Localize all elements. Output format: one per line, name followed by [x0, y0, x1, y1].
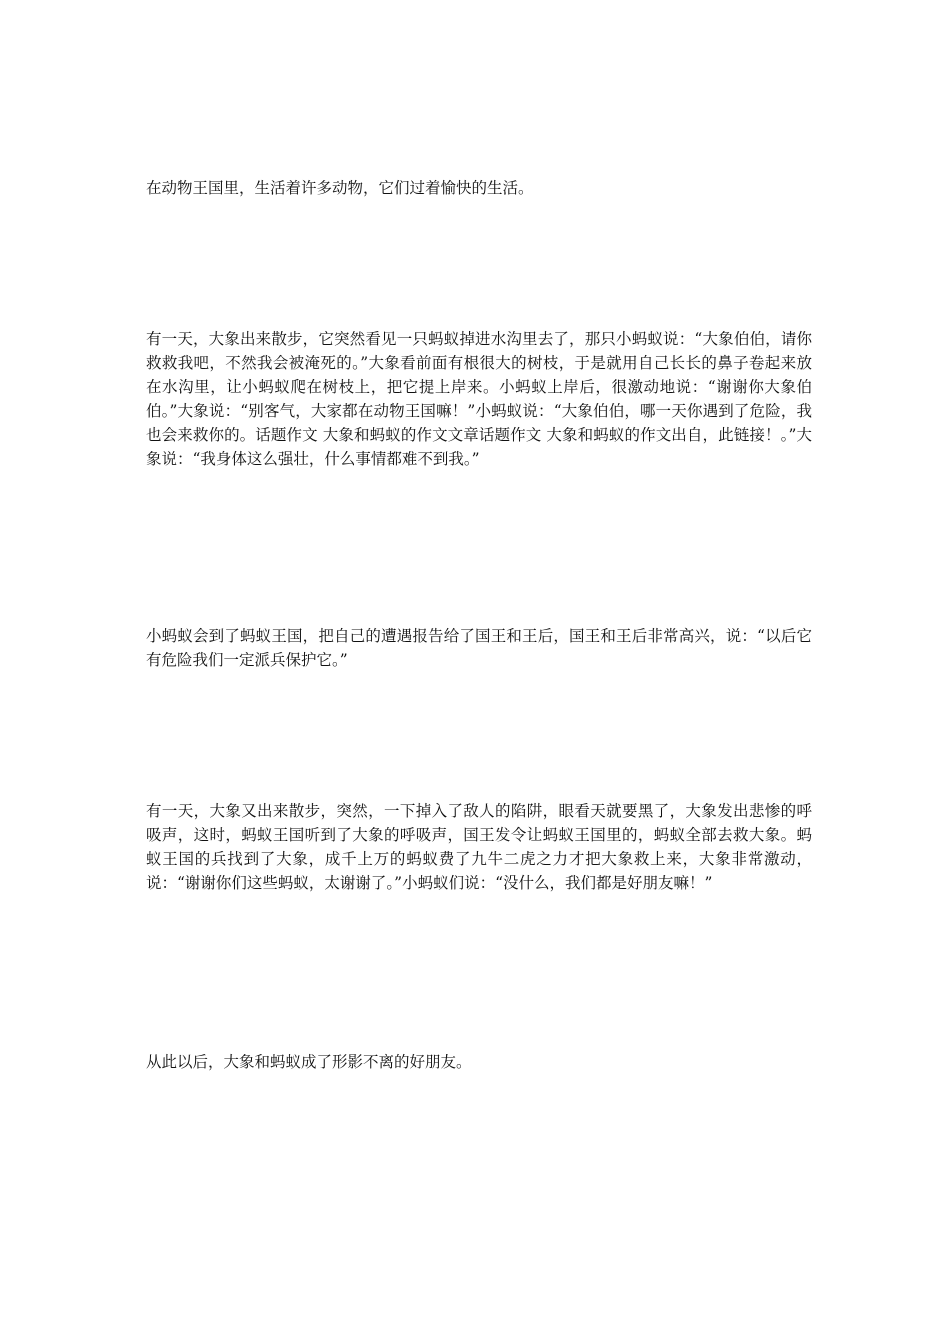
paragraph-intro: 在动物王国里，生活着许多动物，它们过着愉快的生活。 [146, 179, 534, 197]
paragraph-elephant-saves-ant: 有一天，大象出来散步，它突然看见一只蚂蚁掉进水沟里去了，那只小蚂蚁说：“大象伯伯，请你救救我吧，不然我会被淹死的。”大象看前面有根很大的树枝，于是就用自己长长的鼻子卷起来放在水沟里，让小蚂蚁爬在树枝上，把它提上岸来。小蚂蚁上岸后，很激动地说：“谢谢你大象伯伯。”大象说：“别客气，大家都在动物王国嘛！”小蚂蚁说：“大象伯伯，哪一天你遇到了危险，我也会来救你的。话题作文 大象和蚂蚁的作文文章话题作文 大象和蚂蚁的作文出自，此链接！。”大象说：“我身体这么强壮，什么事情都难不到我。” [146, 330, 812, 468]
paragraph-ants-save-elephant: 有一天，大象又出来散步，突然，一下掉入了敌人的陷阱，眼看天就要黑了，大象发出悲惨的呼吸声，这时，蚂蚁王国听到了大象的呼吸声，国王发令让蚂蚁王国里的，蚂蚁全部去救大象。蚂蚁王国的兵找到了大象，成千上万的蚂蚁费了九牛二虎之力才把大象救上来，大象非常激动，说：“谢谢你们这些蚂蚁，太谢谢了。”小蚂蚁们说：“没什么，我们都是好朋友嘛！” [146, 802, 812, 892]
paragraph-ant-reports: 小蚂蚁会到了蚂蚁王国，把自己的遭遇报告给了国王和王后，国王和王后非常高兴，说：“以后它有危险我们一定派兵保护它。” [146, 627, 812, 669]
paragraph-conclusion: 从此以后，大象和蚂蚁成了形影不离的好朋友。 [146, 1053, 472, 1071]
